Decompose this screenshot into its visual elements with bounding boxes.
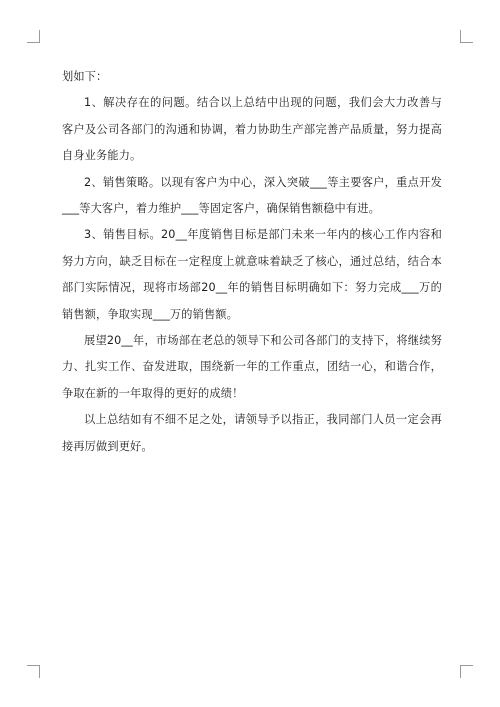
- document-body: [62, 64, 442, 460]
- paragraph-sales-target: 3、销售目标。20__年度销售目标是部门未来一年内的核心工作内容和努力方向，缺乏目标在一定程度上就意味着缺乏了核心，通过总结，结合本部门实际情况，现将市场部20__年的销售目标明确如下：努力完成___万的销售额，争取实现___万的销售额。: [62, 228, 442, 321]
- paragraph-sales-strategy: 2、销售策略。以现有客户为中心，深入突破___等主要客户，重点开发___等大客户，着力维护___等固定客户，确保销售额稳中有进。: [62, 175, 442, 216]
- paragraph-intro: 划如下：: [62, 70, 108, 83]
- paragraph-closing: 以上总结如有不细不足之处，请领导予以指正，我同部门人员一定会再接再厉做到更好。: [62, 413, 442, 453]
- crop-mark-bottom-left: [27, 665, 40, 678]
- crop-mark-bottom-right: [460, 665, 473, 678]
- paragraph-outlook: 展望20__年，市场部在老总的领导下和公司各部门的支持下，将继续努力、扎实工作、奋发进取，围绕新一年的工作重点，团结一心，和谐合作，争取在新的一年取得的更好的成绩！: [62, 334, 442, 400]
- crop-mark-top-right: [460, 30, 473, 43]
- paragraph-solve-problems: 1、解决存在的问题。结合以上总结中出现的问题，我们会大力改善与客户及公司各部门的沟通和协调，着力协助生产部完善产品质量，努力提高自身业务能力。: [62, 96, 442, 163]
- crop-mark-top-left: [27, 30, 40, 43]
